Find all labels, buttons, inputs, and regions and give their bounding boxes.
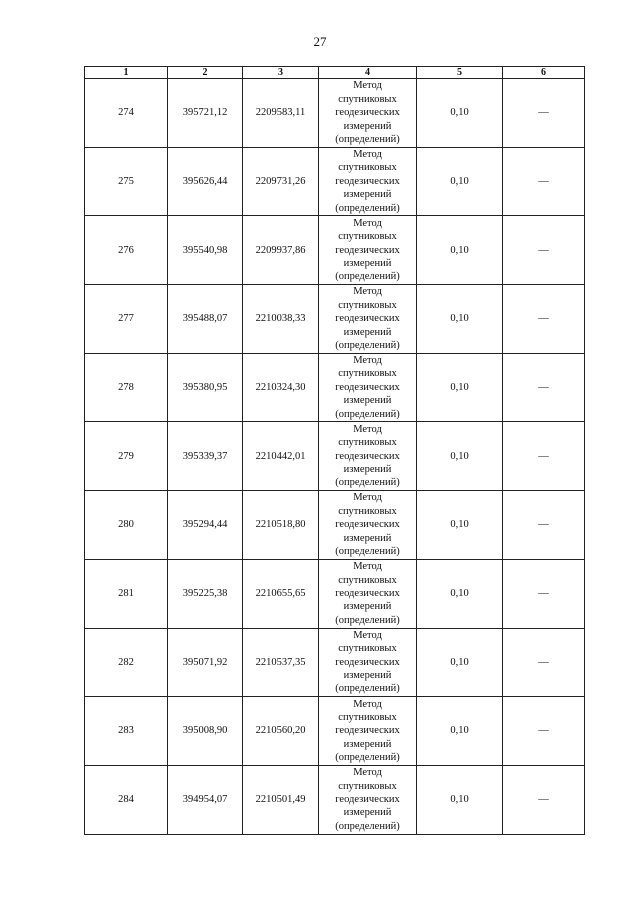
method-line: геодезических bbox=[335, 725, 400, 737]
method-line: Метод bbox=[353, 355, 382, 367]
method-line: спутниковых bbox=[338, 643, 397, 655]
x-coordinate-cell: 395339,37 bbox=[168, 422, 243, 491]
point-number-cell: 281 bbox=[85, 559, 168, 628]
method-line: спутниковых bbox=[338, 574, 397, 586]
point-number-cell: 276 bbox=[85, 216, 168, 285]
description-cell: — bbox=[503, 491, 585, 560]
method-line: Метод bbox=[353, 423, 382, 435]
method-line: измерений bbox=[343, 670, 392, 682]
x-coordinate-cell: 395380,95 bbox=[168, 353, 243, 422]
accuracy-cell: 0,10 bbox=[417, 79, 503, 148]
y-coordinate-cell: 2209937,86 bbox=[243, 216, 319, 285]
method-line: (определений) bbox=[335, 820, 400, 832]
point-number-cell: 279 bbox=[85, 422, 168, 491]
point-number-cell: 283 bbox=[85, 697, 168, 766]
column-header-6: 6 bbox=[503, 67, 585, 79]
accuracy-cell: 0,10 bbox=[417, 765, 503, 834]
point-number-cell: 274 bbox=[85, 79, 168, 148]
column-header-2: 2 bbox=[168, 67, 243, 79]
description-cell: — bbox=[503, 422, 585, 491]
description-cell: — bbox=[503, 79, 585, 148]
table-header bbox=[85, 67, 585, 79]
method-line: измерений bbox=[343, 532, 392, 544]
x-coordinate-cell: 394954,07 bbox=[168, 765, 243, 834]
accuracy-cell: 0,10 bbox=[417, 422, 503, 491]
table-row bbox=[85, 491, 585, 560]
method-line: геодезических bbox=[335, 175, 400, 187]
method-line: (определений) bbox=[335, 408, 400, 420]
method-cell bbox=[319, 422, 417, 491]
method-line: Метод bbox=[353, 698, 382, 710]
method-line: (определений) bbox=[335, 614, 400, 626]
method-cell bbox=[319, 765, 417, 834]
method-line: измерений bbox=[343, 326, 392, 338]
description-cell: — bbox=[503, 353, 585, 422]
method-line: спутниковых bbox=[338, 299, 397, 311]
method-line: геодезических bbox=[335, 381, 400, 393]
accuracy-cell: 0,10 bbox=[417, 697, 503, 766]
method-line: Метод bbox=[353, 492, 382, 504]
x-coordinate-cell: 395540,98 bbox=[168, 216, 243, 285]
table-row bbox=[85, 559, 585, 628]
method-cell bbox=[319, 697, 417, 766]
method-line: измерений bbox=[343, 120, 392, 132]
accuracy-cell: 0,10 bbox=[417, 216, 503, 285]
y-coordinate-cell: 2210501,49 bbox=[243, 765, 319, 834]
method-line: (определений) bbox=[335, 752, 400, 764]
method-line: геодезических bbox=[335, 244, 400, 256]
table-row bbox=[85, 422, 585, 491]
y-coordinate-cell: 2209583,11 bbox=[243, 79, 319, 148]
accuracy-cell: 0,10 bbox=[417, 628, 503, 697]
method-line: спутниковых bbox=[338, 231, 397, 243]
description-cell: — bbox=[503, 628, 585, 697]
point-number-cell: 284 bbox=[85, 765, 168, 834]
method-cell bbox=[319, 628, 417, 697]
accuracy-cell: 0,10 bbox=[417, 285, 503, 354]
x-coordinate-cell: 395225,38 bbox=[168, 559, 243, 628]
y-coordinate-cell: 2210537,35 bbox=[243, 628, 319, 697]
method-line: геодезических bbox=[335, 450, 400, 462]
method-line: измерений bbox=[343, 601, 392, 613]
y-coordinate-cell: 2210324,30 bbox=[243, 353, 319, 422]
method-line: (определений) bbox=[335, 546, 400, 558]
method-cell bbox=[319, 491, 417, 560]
description-cell: — bbox=[503, 285, 585, 354]
page-number: 27 bbox=[313, 34, 327, 49]
method-line: измерений bbox=[343, 189, 392, 201]
method-line: Метод bbox=[353, 561, 382, 573]
method-line: (определений) bbox=[335, 477, 400, 489]
method-line: геодезических bbox=[335, 107, 400, 119]
method-line: (определений) bbox=[335, 202, 400, 214]
column-header-4: 4 bbox=[319, 67, 417, 79]
method-cell bbox=[319, 285, 417, 354]
table-row bbox=[85, 628, 585, 697]
method-line: Метод bbox=[353, 767, 382, 779]
y-coordinate-cell: 2210442,01 bbox=[243, 422, 319, 491]
point-number-cell: 275 bbox=[85, 147, 168, 216]
method-line: спутниковых bbox=[338, 505, 397, 517]
coordinates-table bbox=[84, 66, 585, 835]
method-line: (определений) bbox=[335, 133, 400, 145]
method-line: измерений bbox=[343, 738, 392, 750]
method-line: спутниковых bbox=[338, 162, 397, 174]
x-coordinate-cell: 395488,07 bbox=[168, 285, 243, 354]
column-header-5: 5 bbox=[417, 67, 503, 79]
method-line: спутниковых bbox=[338, 93, 397, 105]
method-line: геодезических bbox=[335, 519, 400, 531]
description-cell: — bbox=[503, 147, 585, 216]
method-line: спутниковых bbox=[338, 780, 397, 792]
method-line: (определений) bbox=[335, 271, 400, 283]
method-cell bbox=[319, 353, 417, 422]
accuracy-cell: 0,10 bbox=[417, 353, 503, 422]
header-row bbox=[85, 67, 585, 79]
column-header-3: 3 bbox=[243, 67, 319, 79]
y-coordinate-cell: 2210560,20 bbox=[243, 697, 319, 766]
table-row bbox=[85, 79, 585, 148]
y-coordinate-cell: 2210655,65 bbox=[243, 559, 319, 628]
y-coordinate-cell: 2209731,26 bbox=[243, 147, 319, 216]
method-line: измерений bbox=[343, 463, 392, 475]
point-number-cell: 282 bbox=[85, 628, 168, 697]
x-coordinate-cell: 395071,92 bbox=[168, 628, 243, 697]
point-number-cell: 277 bbox=[85, 285, 168, 354]
description-cell: — bbox=[503, 697, 585, 766]
table-row bbox=[85, 765, 585, 834]
accuracy-cell: 0,10 bbox=[417, 491, 503, 560]
point-number-cell: 278 bbox=[85, 353, 168, 422]
method-line: измерений bbox=[343, 807, 392, 819]
table-row bbox=[85, 216, 585, 285]
table-row bbox=[85, 697, 585, 766]
method-line: Метод bbox=[353, 217, 382, 229]
accuracy-cell: 0,10 bbox=[417, 147, 503, 216]
description-cell: — bbox=[503, 765, 585, 834]
method-line: Метод bbox=[353, 80, 382, 92]
method-line: спутниковых bbox=[338, 368, 397, 380]
method-line: измерений bbox=[343, 257, 392, 269]
table-row bbox=[85, 147, 585, 216]
method-line: геодезических bbox=[335, 656, 400, 668]
x-coordinate-cell: 395008,90 bbox=[168, 697, 243, 766]
accuracy-cell: 0,10 bbox=[417, 559, 503, 628]
table-row bbox=[85, 285, 585, 354]
column-header-1: 1 bbox=[85, 67, 168, 79]
x-coordinate-cell: 395626,44 bbox=[168, 147, 243, 216]
description-cell: — bbox=[503, 559, 585, 628]
method-line: геодезических bbox=[335, 313, 400, 325]
method-line: (определений) bbox=[335, 340, 400, 352]
method-line: Метод bbox=[353, 286, 382, 298]
y-coordinate-cell: 2210518,80 bbox=[243, 491, 319, 560]
method-line: спутниковых bbox=[338, 711, 397, 723]
description-cell: — bbox=[503, 216, 585, 285]
method-cell bbox=[319, 147, 417, 216]
x-coordinate-cell: 395294,44 bbox=[168, 491, 243, 560]
method-line: (определений) bbox=[335, 683, 400, 695]
method-cell bbox=[319, 216, 417, 285]
method-line: геодезических bbox=[335, 587, 400, 599]
method-line: геодезических bbox=[335, 794, 400, 806]
y-coordinate-cell: 2210038,33 bbox=[243, 285, 319, 354]
table-row bbox=[85, 353, 585, 422]
method-cell bbox=[319, 79, 417, 148]
table-body bbox=[85, 79, 585, 835]
method-line: спутниковых bbox=[338, 437, 397, 449]
method-line: измерений bbox=[343, 395, 392, 407]
x-coordinate-cell: 395721,12 bbox=[168, 79, 243, 148]
point-number-cell: 280 bbox=[85, 491, 168, 560]
method-line: Метод bbox=[353, 149, 382, 161]
method-line: Метод bbox=[353, 629, 382, 641]
method-cell bbox=[319, 559, 417, 628]
